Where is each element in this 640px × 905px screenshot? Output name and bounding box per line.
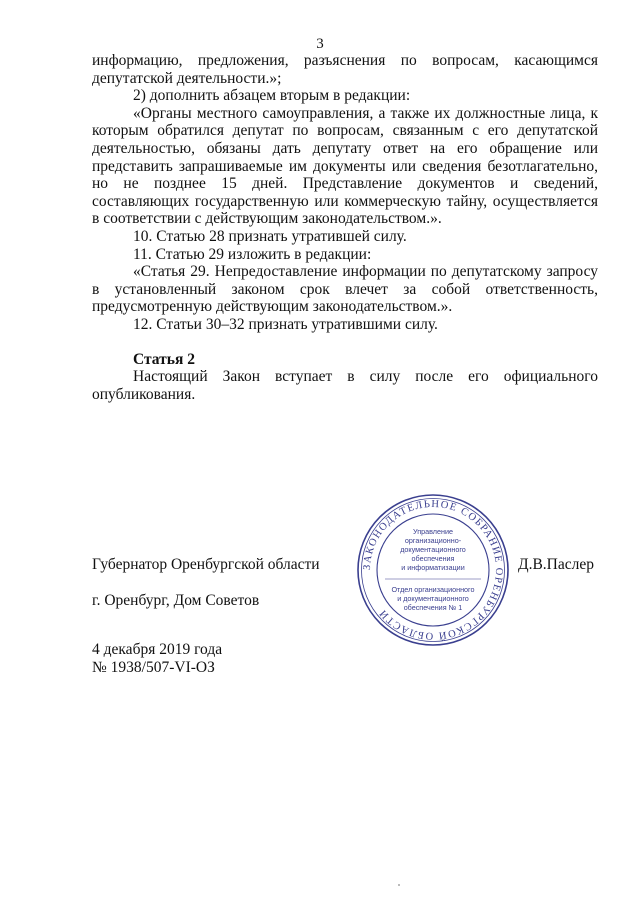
seal-line: и информатизации bbox=[401, 563, 465, 572]
scan-speck bbox=[398, 884, 400, 886]
quoted-paragraph: «Органы местного самоуправления, а также их должностные лица, к которым обратился депутат по вопросам, связанным с его депутатской деятельностью, обязаны дать депутату ответ на его обращение или представить запрашиваемые им документы или сведения безотлагательно, но не позднее 15 дней. Представление документов и сведений, составляющих государственную или коммерческую тайну, осуществляется в соответствии с действующим законодательством.». bbox=[92, 104, 598, 228]
paragraph: 12. Статьи 30–32 признать утратившими силу. bbox=[133, 315, 438, 333]
seal-line: документационного bbox=[400, 545, 466, 554]
law-number: № 1938/507-VI-ОЗ bbox=[92, 659, 215, 676]
signatory-position: Губернатор Оренбургской области bbox=[92, 556, 320, 573]
quoted-paragraph: «Статья 29. Непредоставление информации по депутатскому запросу в установленный законом срок влечет за собой ответственность, предусмотренную действующим законодательством.». bbox=[92, 263, 598, 316]
seal-ring-text: ЗАКОНОДАТЕЛЬНОЕ СОБРАНИЕ ОРЕНБУРГСКОЙ ОБЛАСТИ bbox=[361, 498, 505, 642]
paragraph: информацию, предложения, разъяснения по вопросам, касающимся депутатской деятельности.»; bbox=[92, 52, 598, 87]
article-text: Настоящий Закон вступает в силу после его официального опубликования. bbox=[92, 368, 598, 403]
signatory-name: Д.В.Паслер bbox=[518, 556, 594, 573]
signing-date: 4 декабря 2019 года bbox=[92, 641, 223, 658]
paragraph: 11. Статью 29 изложить в редакции: bbox=[133, 245, 372, 263]
paragraph: 10. Статью 28 признать утратившей силу. bbox=[133, 227, 407, 245]
signing-place: г. Оренбург, Дом Советов bbox=[92, 592, 260, 609]
seal-line: и документационного bbox=[397, 594, 469, 603]
seal-line: Отдел организационного bbox=[391, 585, 475, 594]
article-heading: Статья 2 bbox=[133, 350, 195, 368]
seal-line: Управление bbox=[413, 527, 453, 536]
seal-line: обеспечения bbox=[411, 554, 455, 563]
paragraph: 2) дополнить абзацем вторым в редакции: bbox=[133, 87, 411, 105]
seal-line: обеспечения № 1 bbox=[403, 603, 463, 612]
seal-line: организационно- bbox=[404, 536, 462, 545]
page-number: 3 bbox=[316, 36, 324, 52]
document-body bbox=[92, 52, 598, 403]
official-seal bbox=[355, 492, 511, 648]
